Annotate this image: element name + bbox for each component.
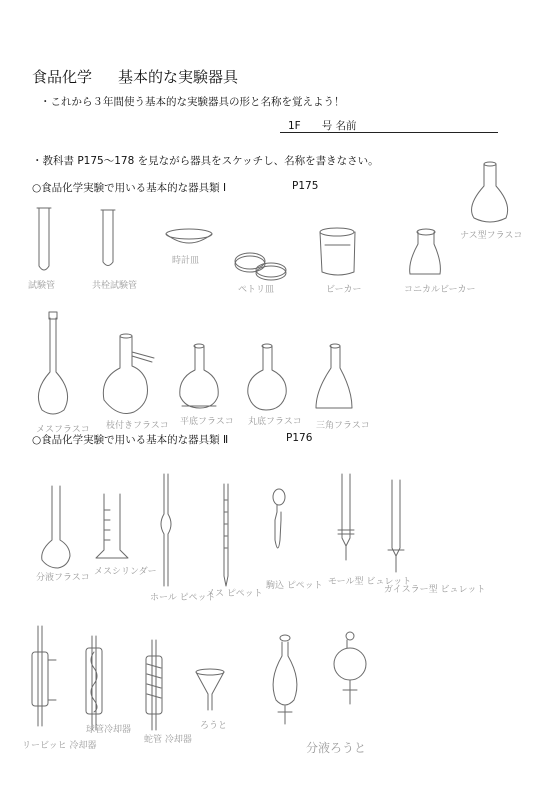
label-separatory-funnel: 分液ろうと (306, 741, 367, 755)
section2-page: P176 (286, 432, 313, 444)
volumetric-flask2-sketch (42, 486, 70, 568)
label-centrifuge-tube: 共栓試験管 (92, 281, 138, 291)
section1-heading: ○食品化学実験で用いる基本的な器具類 Ⅰ (32, 182, 227, 194)
label-erlenmeyer: 三角フラスコ (316, 421, 370, 431)
label-watch-glass: 時計皿 (172, 256, 200, 266)
label-liebig-condenser: リービッヒ 冷却器 (22, 741, 97, 751)
erlenmeyer-flask-sketch (316, 344, 352, 408)
section2-heading: ○食品化学実験で用いる基本的な器具類 Ⅱ (32, 434, 229, 446)
whole-pipette-sketch (161, 474, 171, 586)
centrifuge-tube-sketch (101, 210, 115, 266)
komagome-pipette-sketch (273, 489, 285, 548)
label-measuring-pipette: メス ピペット (206, 589, 263, 599)
subject-text: 食品化学 (32, 68, 93, 86)
label-volumetric-flask2: 分液フラスコ (36, 573, 90, 583)
label-graduated-cylinder: メスシリンダー (94, 567, 157, 577)
instruction-text: ・教科書 P175～178 を見ながら器具をスケッチし、名称を書きなさい。 (32, 155, 379, 167)
class-number-name: 1F 号 名前 (288, 120, 357, 132)
geissler-burette-sketch (388, 480, 404, 572)
graham-condenser-sketch (146, 640, 162, 730)
label-mohr-burette: モール型 ビュレット (328, 577, 412, 587)
subtitle: ・これから３年間使う基本的な実験器具の形と名称を覚えよう！ (40, 96, 345, 108)
label-flat-flask: 平底フラスコ (180, 417, 234, 427)
label-graham-condenser: 蛇管 冷却器 (144, 735, 192, 745)
kjeldahl-flask-sketch (472, 162, 508, 222)
label-conical-beaker: コニカルビーカー (404, 285, 476, 295)
volumetric-flask-sketch (38, 312, 67, 414)
measuring-pipette-sketch (224, 484, 228, 586)
label-distilling-flask: 枝付きフラスコ (106, 421, 169, 431)
label-komagome-pipette: 駒込 ピペット (266, 581, 323, 591)
allihn-condenser-sketch (86, 636, 102, 730)
round-flask-sketch (248, 344, 286, 410)
conical-beaker-sketch (410, 229, 441, 274)
label-round-flask: 丸底フラスコ (248, 417, 302, 427)
section1-page: P175 (292, 180, 319, 192)
label-whole-pipette: ホール ピペット (150, 593, 216, 603)
separatory-funnel-sketch (273, 632, 366, 724)
flat-flask-sketch (180, 344, 218, 408)
label-beaker: ビーカー (326, 285, 362, 295)
funnel-sketch (196, 669, 224, 710)
petri-dish-sketch (235, 253, 286, 280)
label-allihn-condenser: 球管冷却器 (86, 725, 132, 735)
graduated-cylinder-sketch (96, 494, 128, 558)
label-volumetric-flask: メスフラスコ (36, 425, 90, 435)
label-kjeldahl-flask: ナス型フラスコ (460, 231, 523, 241)
watch-glass-sketch (166, 229, 212, 243)
title-text: 基本的な実験器具 (118, 68, 239, 86)
test-tube-sketch (37, 208, 51, 270)
beaker-sketch (320, 228, 355, 275)
distilling-flask-sketch (103, 334, 154, 414)
label-test-tube: 試験管 (28, 281, 56, 291)
liebig-condenser-sketch (32, 626, 56, 726)
label-petri-dish: ペトリ皿 (238, 285, 275, 295)
mohr-burette-sketch (338, 474, 354, 560)
label-geissler-burette: ガイスラー型 ビュレット (384, 585, 486, 595)
label-funnel: ろうと (200, 721, 228, 731)
